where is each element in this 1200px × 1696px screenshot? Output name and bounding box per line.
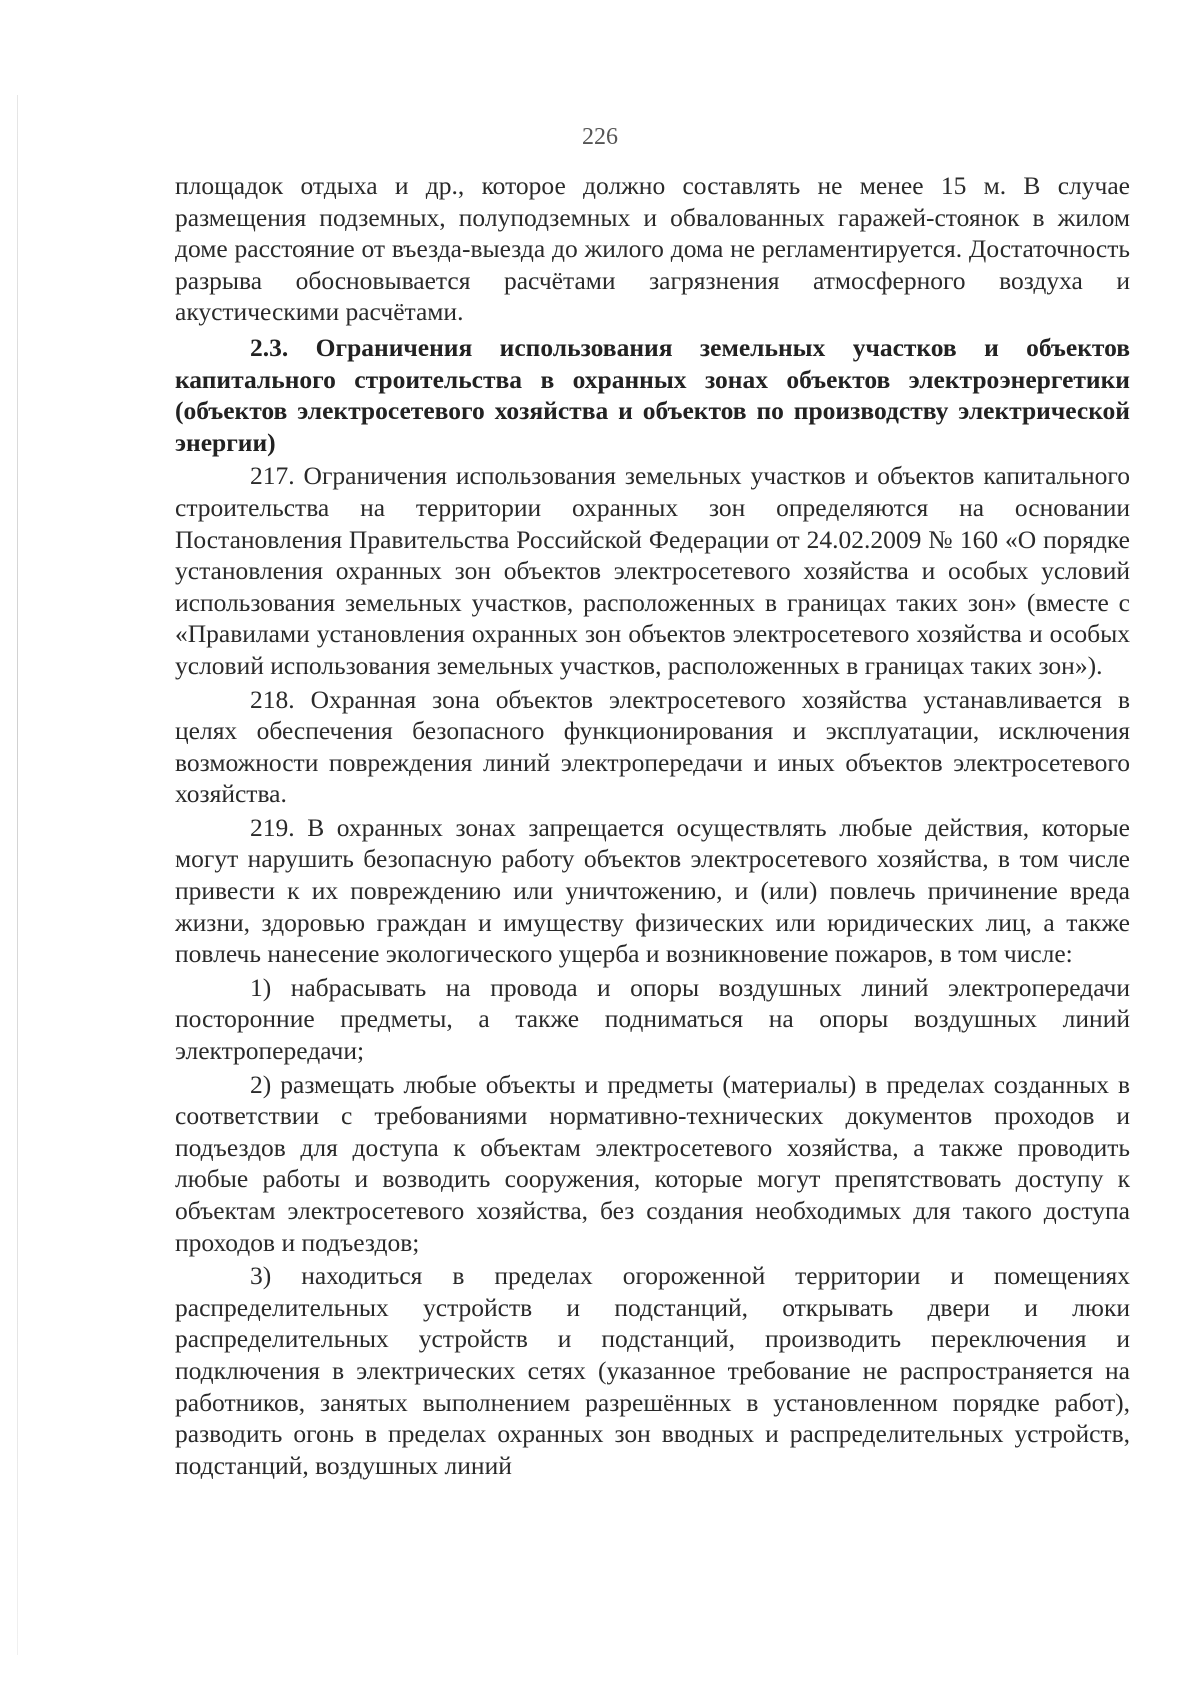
paragraph-217: 217. Ограничения использования земельных участков и объектов капитального строительства на территории охранных зон определяются на основании Постановления Правительства Российской Федерации от 24.02.2009 № 160 «О порядке установления охранных зон объектов электросетевого хозяйства и особых условий использования земельных участков, расположенных в границах таких зон» (вместе с «Правилами установления охранных зон объектов электросетевого хозяйства и особых условий использования земельных участков, расположенных в границах таких зон»).: [175, 461, 1130, 680]
paragraph-219: 219. В охранных зонах запрещается осуществлять любые действия, которые могут нарушить безопасную работу объектов электросетевого хозяйства, в том числе привести к их повреждению или уничтожению, и (или) повлечь причинение вреда жизни, здоровью граждан и имуществу физических или юридических лиц, а также повлечь нанесение экологического ущерба и возникновение пожаров, в том числе:: [175, 812, 1130, 969]
list-item-1: 1) набрасывать на провода и опоры воздушных линий электропередачи посторонние предметы, а также подниматься на опоры воздушных линий электропередачи;: [175, 972, 1130, 1066]
page-number: 226: [582, 124, 618, 150]
paragraph-continuation: площадок отдыха и др., которое должно составлять не менее 15 м. В случае размещения подземных, полуподземных и обвалованных гаражей-стоянок в жилом доме расстояние от въезда-выезда до жилого дома не регламентируется. Достаточность разрыва обосновывается расчётами загрязнения атмосферного воздуха и акустическими расчётами.: [175, 171, 1130, 327]
scan-edge-line: [17, 95, 18, 1655]
section-heading: 2.3. Ограничения использования земельных участков и объектов капитального строительства в охранных зонах объектов электроэнергетики (объектов электросетевого хозяйства и объектов по производству электрической энергии): [175, 332, 1130, 457]
list-item-2: 2) размещать любые объекты и предметы (материалы) в пределах созданных в соответствии с требованиями нормативно-технических документов проходов и подъездов для доступа к объектам электросетевого хозяйства, а также проводить любые работы и возводить сооружения, которые могут препятствовать доступу к объектам электросетевого хозяйства, без создания необходимых для такого доступа проходов и подъездов;: [175, 1069, 1130, 1257]
document-body: [175, 170, 1130, 1481]
paragraph-218: 218. Охранная зона объектов электросетевого хозяйства устанавливается в целях обеспечения безопасного функционирования и эксплуатации, исключения возможности повреждения линий электропередачи и иных объектов электросетевого хозяйства.: [175, 684, 1130, 809]
list-item-3: 3) находиться в пределах огороженной территории и помещениях распределительных устройств и подстанций, открывать двери и люки распределительных устройств и подстанций, производить переключения и подключения в электрических сетях (указанное требование не распространяется на работников, занятых выполнением разрешённых в установленном порядке работ), разводить огонь в пределах охранных зон вводных и распределительных устройств, подстанций, воздушных линий: [175, 1261, 1130, 1480]
